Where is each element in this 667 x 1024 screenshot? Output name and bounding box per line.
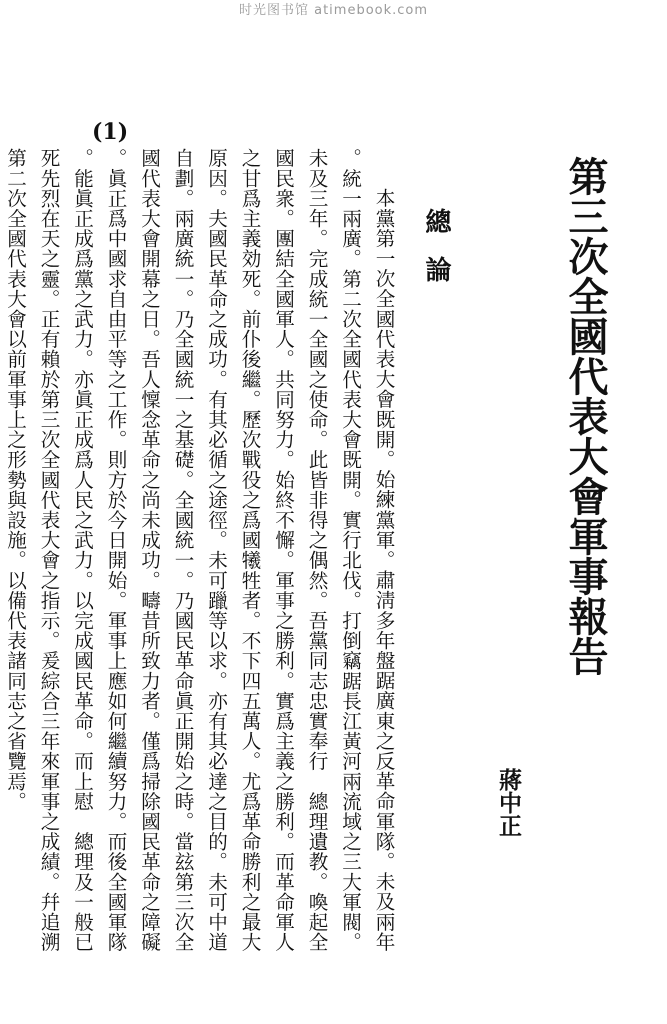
- section-heading: 總論: [421, 208, 451, 304]
- text-column: 。能眞正成爲黨之武力。亦眞正成爲人民之武力。以完成國民革命。而上慰 總理及一般已: [70, 148, 94, 952]
- text-column: 國民衆。團結全國軍人。共同努力。始終不懈。軍事之勝利。實爲主義之勝利。而革命軍人: [271, 148, 295, 952]
- author-name: 蔣中正: [495, 768, 522, 837]
- text-column: 死先烈在天之靈。正有賴於第三次全國代表大會之指示。爰綜合三年來軍事之成績。幷追溯: [37, 148, 60, 952]
- text-column: 未及三年。完成統一全國之使命。此皆非得之偶然。吾黨同志忠實奉行 總理遺教。喚起全: [305, 148, 328, 952]
- body-text: [0, 148, 400, 952]
- report-title: 第三次全國代表大會軍事報告: [562, 156, 609, 676]
- watermark: 时光图书馆 atimebook.com: [238, 3, 429, 18]
- text-column: 原因。夫國民革命之成功。有其必循之途徑。未可躐等以求。亦有其必達之目的。未可中道: [204, 148, 228, 952]
- document-page: [3, 148, 620, 968]
- text-column: 第二次全國代表大會以前軍事上之形勢與設施。以備代表諸同志之省覽焉。: [3, 148, 27, 812]
- page-number: (1): [92, 119, 129, 145]
- text-column: 。眞正爲中國求自由平等之工作。則方於今日開始。軍事上應如何繼續努力。而後全國軍隊: [104, 148, 127, 952]
- text-column: 。統一兩廣。第二次全國代表大會既開。實行北伐。打倒竊踞長江黃河兩流域之三大軍閥。: [338, 148, 362, 952]
- text-column: 本黨第一次全國代表大會既開。始練黨軍。肅淸多年盤踞廣東之反革命軍隊。未及兩年: [372, 188, 395, 952]
- text-column: 自劃。兩廣統一。乃全國統一之基礎。全國統一。乃國民革命眞正開始之時。當玆第三次全: [171, 148, 194, 952]
- text-column: 國代表大會開幕之日。吾人懍念革命之尚未成功。疇昔所致力者。僅爲掃除國民革命之障礙: [137, 148, 161, 952]
- text-column: 之甘爲主義効死。前仆後繼。歷次戰役之爲國犧牲者。不下四五萬人。尤爲革命勝利之最大: [238, 148, 261, 952]
